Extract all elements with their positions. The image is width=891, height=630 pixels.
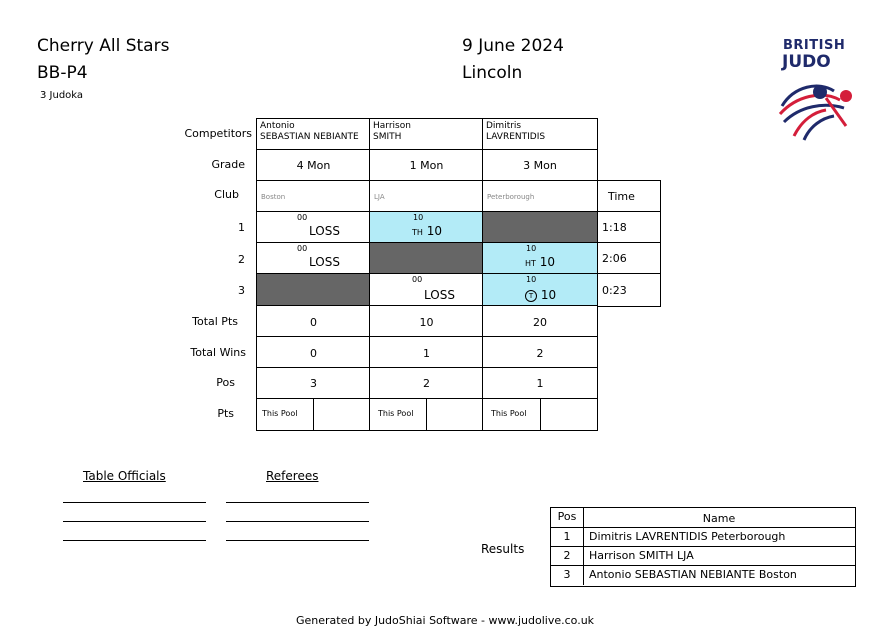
result-loss: LOSS bbox=[309, 255, 340, 269]
logo-text-judo: JUDO bbox=[782, 52, 831, 72]
signature-line bbox=[226, 540, 369, 541]
results-pos: 1 bbox=[551, 527, 584, 547]
result-score-top: 00 bbox=[297, 213, 308, 222]
club-value: Boston bbox=[261, 193, 286, 201]
result-score-top: 00 bbox=[412, 275, 423, 284]
competitor-cell bbox=[482, 118, 598, 150]
time-cell bbox=[597, 211, 661, 243]
pos-value: 2 bbox=[423, 377, 430, 390]
grade-cell bbox=[256, 149, 371, 181]
total-wins-value: 2 bbox=[536, 347, 544, 360]
time-header: Time bbox=[608, 190, 635, 203]
label-total-pts: Total Pts bbox=[192, 315, 238, 328]
time-value: 1:18 bbox=[602, 221, 627, 234]
grade-value: 1 Mon bbox=[409, 159, 444, 172]
this-pool-label: This Pool bbox=[378, 409, 414, 418]
competitor-cell bbox=[369, 118, 484, 150]
pos-cell bbox=[482, 367, 598, 399]
blocked-cell bbox=[369, 242, 484, 274]
result-score-top: 10 bbox=[526, 275, 537, 284]
pos-cell bbox=[369, 367, 484, 399]
pos-value: 3 bbox=[310, 377, 317, 390]
competitor-cell bbox=[256, 118, 371, 150]
footer-credit: Generated by JudoShiai Software - www.judolive.co.uk bbox=[296, 614, 595, 627]
table-officials-heading: Table Officials bbox=[83, 469, 166, 483]
referees-heading: Referees bbox=[266, 469, 319, 483]
result-cell-win bbox=[369, 211, 484, 243]
signature-line bbox=[63, 540, 206, 541]
time-header-cell bbox=[597, 180, 661, 212]
blocked-cell bbox=[256, 273, 371, 307]
competitor-last: SMITH bbox=[373, 132, 402, 142]
pos-value: 1 bbox=[536, 377, 544, 390]
results-name: Harrison SMITH LJA bbox=[589, 549, 694, 562]
result-cell-win bbox=[482, 242, 598, 274]
pool-name: BB-P4 bbox=[37, 63, 88, 83]
this-pool-cell bbox=[482, 398, 542, 431]
result-score-top: 10 bbox=[413, 213, 424, 222]
competitor-first: Dimitris bbox=[486, 121, 522, 131]
results-col-name: Name bbox=[583, 508, 855, 528]
technique-code: TH bbox=[412, 228, 423, 237]
this-pool-label: This Pool bbox=[262, 409, 298, 418]
event-location: Lincoln bbox=[462, 63, 523, 83]
grade-value: 3 Mon bbox=[523, 159, 557, 172]
competitor-first: Antonio bbox=[260, 121, 295, 131]
result-cell bbox=[256, 242, 371, 274]
total-pts-cell bbox=[256, 305, 371, 337]
grade-cell bbox=[369, 149, 484, 181]
total-wins-cell bbox=[482, 336, 598, 368]
competitor-last: SEBASTIAN NEBIANTE bbox=[260, 132, 359, 142]
results-name: Dimitris LAVRENTIDIS Peterborough bbox=[589, 530, 786, 543]
competitor-last: LAVRENTIDIS bbox=[486, 132, 546, 142]
time-cell bbox=[597, 273, 661, 307]
club-cell bbox=[482, 180, 598, 212]
pts-cell bbox=[313, 398, 371, 431]
pos-cell bbox=[256, 367, 371, 399]
label-round-1: 1 bbox=[238, 221, 245, 234]
label-grade: Grade bbox=[211, 158, 245, 171]
time-cell bbox=[597, 242, 661, 274]
technique-circle-icon: T bbox=[525, 290, 537, 302]
club-cell bbox=[256, 180, 371, 212]
judo-figures-icon bbox=[774, 76, 856, 142]
total-pts-value: 10 bbox=[419, 316, 434, 329]
result-cell bbox=[369, 273, 484, 307]
label-total-wins: Total Wins bbox=[190, 346, 246, 359]
logo-text-british: BRITISH bbox=[783, 38, 846, 53]
result-score-top: 10 bbox=[526, 244, 537, 253]
results-pos: 3 bbox=[551, 565, 584, 585]
label-competitors: Competitors bbox=[184, 127, 252, 140]
results-col-pos: Pos bbox=[551, 508, 584, 528]
label-round-2: 2 bbox=[238, 253, 245, 266]
time-value: 2:06 bbox=[602, 252, 627, 265]
club-value: LJA bbox=[374, 193, 385, 201]
total-pts-value: 20 bbox=[533, 316, 547, 329]
club-value: Peterborough bbox=[487, 193, 535, 201]
result-cell bbox=[256, 211, 371, 243]
results-name: Antonio SEBASTIAN NEBIANTE Boston bbox=[589, 568, 797, 581]
result-score: 10 bbox=[539, 255, 556, 269]
this-pool-cell bbox=[256, 398, 315, 431]
result-score-top: 00 bbox=[297, 244, 308, 253]
label-club: Club bbox=[214, 188, 239, 201]
total-pts-cell bbox=[482, 305, 598, 337]
judoka-count: 3 Judoka bbox=[40, 90, 84, 101]
result-score: 10 bbox=[540, 288, 557, 302]
technique-code: HT bbox=[525, 259, 536, 268]
signature-line bbox=[226, 502, 369, 503]
grade-value: 4 Mon bbox=[296, 159, 331, 172]
signature-line bbox=[226, 521, 369, 522]
time-value: 0:23 bbox=[602, 284, 627, 297]
signature-line bbox=[63, 521, 206, 522]
total-wins-cell bbox=[369, 336, 484, 368]
total-wins-value: 0 bbox=[310, 347, 317, 360]
total-wins-value: 1 bbox=[423, 347, 430, 360]
grade-cell bbox=[482, 149, 598, 181]
label-pos: Pos bbox=[216, 376, 235, 389]
signature-line bbox=[63, 502, 206, 503]
results-label: Results bbox=[481, 542, 525, 556]
blocked-cell bbox=[482, 211, 598, 243]
pts-cell bbox=[426, 398, 484, 431]
event-date: 9 June 2024 bbox=[462, 36, 564, 56]
result-loss: LOSS bbox=[424, 288, 455, 302]
this-pool-cell bbox=[369, 398, 428, 431]
total-pts-cell bbox=[369, 305, 484, 337]
pts-cell bbox=[540, 398, 598, 431]
result-loss: LOSS bbox=[309, 224, 340, 238]
result-score: 10 bbox=[426, 224, 443, 238]
competitor-first: Harrison bbox=[373, 121, 411, 131]
total-pts-value: 0 bbox=[310, 316, 317, 329]
british-judo-logo bbox=[770, 38, 856, 148]
club-cell bbox=[369, 180, 484, 212]
tournament-title: Cherry All Stars bbox=[37, 36, 170, 56]
results-table bbox=[550, 507, 856, 587]
results-pos: 2 bbox=[551, 546, 584, 566]
this-pool-label: This Pool bbox=[491, 409, 527, 418]
label-pts: Pts bbox=[217, 407, 234, 420]
total-wins-cell bbox=[256, 336, 371, 368]
label-round-3: 3 bbox=[238, 284, 245, 297]
result-cell-win bbox=[482, 273, 598, 307]
